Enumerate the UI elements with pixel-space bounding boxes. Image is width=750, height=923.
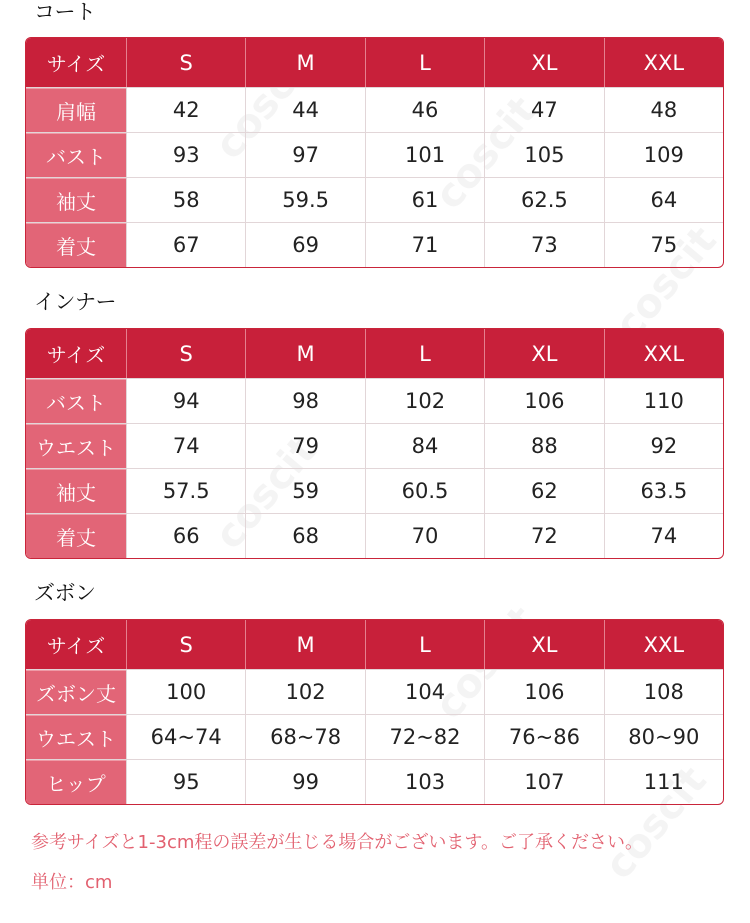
table-cell: 106 xyxy=(484,670,603,714)
table-cell: 74 xyxy=(126,424,245,468)
table-row xyxy=(26,132,723,177)
table-cell: 72 xyxy=(484,514,603,558)
table-cell: 84 xyxy=(365,424,484,468)
row-label: 袖丈 xyxy=(26,178,126,222)
table-cell: 100 xyxy=(126,670,245,714)
header-cell-size: サイズ xyxy=(46,634,106,658)
table-cell: 68 xyxy=(245,514,364,558)
table-cell: 61 xyxy=(365,178,484,222)
header-cell-xxl: XXL xyxy=(604,38,723,87)
table-row xyxy=(26,759,723,804)
row-label: バスト xyxy=(26,133,126,177)
table-cell: 42 xyxy=(126,88,245,132)
table-cell: 73 xyxy=(484,223,603,267)
table-cell: 68~78 xyxy=(245,715,364,759)
section-title-coat: コート xyxy=(34,0,96,24)
row-label: バスト xyxy=(26,379,126,423)
table-cell: 98 xyxy=(245,379,364,423)
size-table-inner xyxy=(25,328,724,559)
table-cell: 107 xyxy=(484,760,603,804)
table-cell: 97 xyxy=(245,133,364,177)
table-header-row xyxy=(26,38,723,87)
header-cell-s: S xyxy=(126,620,245,669)
row-label: 着丈 xyxy=(26,223,126,267)
table-cell: 74 xyxy=(604,514,723,558)
table-cell: 44 xyxy=(245,88,364,132)
table-row xyxy=(26,714,723,759)
table-cell: 72~82 xyxy=(365,715,484,759)
header-cell-s: S xyxy=(126,38,245,87)
header-cell-xxl: XXL xyxy=(604,620,723,669)
header-cell-l: L xyxy=(365,38,484,87)
table-row xyxy=(26,468,723,513)
table-cell: 109 xyxy=(604,133,723,177)
table-cell: 111 xyxy=(604,760,723,804)
header-cell-size: サイズ xyxy=(46,52,106,76)
row-label: 袖丈 xyxy=(26,469,126,513)
table-cell: 47 xyxy=(484,88,603,132)
table-cell: 58 xyxy=(126,178,245,222)
row-label: ウエスト xyxy=(26,424,126,468)
size-table-pants xyxy=(25,619,724,805)
table-cell: 66 xyxy=(126,514,245,558)
header-cell-xl: XL xyxy=(484,620,603,669)
table-cell: 67 xyxy=(126,223,245,267)
header-cell-xxl: XXL xyxy=(604,329,723,378)
table-cell: 88 xyxy=(484,424,603,468)
table-cell: 101 xyxy=(365,133,484,177)
header-cell-m: M xyxy=(245,38,364,87)
table-header-row xyxy=(26,329,723,378)
header-cell-l: L xyxy=(365,329,484,378)
row-label: ズボン丈 xyxy=(26,670,126,714)
header-cell-size: サイズ xyxy=(46,343,106,367)
table-cell: 46 xyxy=(365,88,484,132)
row-label: 肩幅 xyxy=(26,88,126,132)
row-label: ウエスト xyxy=(26,715,126,759)
table-header-row xyxy=(26,620,723,669)
table-cell: 75 xyxy=(604,223,723,267)
table-cell: 69 xyxy=(245,223,364,267)
table-row xyxy=(26,222,723,267)
table-cell: 93 xyxy=(126,133,245,177)
table-cell: 110 xyxy=(604,379,723,423)
table-cell: 59 xyxy=(245,469,364,513)
table-cell: 59.5 xyxy=(245,178,364,222)
table-cell: 99 xyxy=(245,760,364,804)
table-cell: 79 xyxy=(245,424,364,468)
table-cell: 63.5 xyxy=(604,469,723,513)
table-row xyxy=(26,513,723,558)
table-cell: 102 xyxy=(365,379,484,423)
table-cell: 76~86 xyxy=(484,715,603,759)
header-cell-xl: XL xyxy=(484,38,603,87)
table-cell: 71 xyxy=(365,223,484,267)
header-cell-s: S xyxy=(126,329,245,378)
table-cell: 106 xyxy=(484,379,603,423)
table-cell: 103 xyxy=(365,760,484,804)
section-title-pants: ズボン xyxy=(34,581,96,605)
table-cell: 104 xyxy=(365,670,484,714)
row-label: ヒップ xyxy=(26,760,126,804)
header-cell-l: L xyxy=(365,620,484,669)
table-cell: 92 xyxy=(604,424,723,468)
table-cell: 60.5 xyxy=(365,469,484,513)
table-cell: 94 xyxy=(126,379,245,423)
table-cell: 48 xyxy=(604,88,723,132)
table-cell: 105 xyxy=(484,133,603,177)
tolerance-note: 参考サイズと1-3cm程の誤差が生じる場合がございます。ご了承ください。 xyxy=(31,832,643,853)
table-cell: 64 xyxy=(604,178,723,222)
header-cell-m: M xyxy=(245,329,364,378)
header-cell-m: M xyxy=(245,620,364,669)
table-cell: 108 xyxy=(604,670,723,714)
size-table-coat xyxy=(25,37,724,268)
table-cell: 64~74 xyxy=(126,715,245,759)
table-row xyxy=(26,423,723,468)
table-row xyxy=(26,87,723,132)
table-row xyxy=(26,177,723,222)
table-cell: 95 xyxy=(126,760,245,804)
unit-note: 単位：cm xyxy=(31,872,113,893)
section-title-inner: インナー xyxy=(34,290,116,314)
table-row xyxy=(26,378,723,423)
header-cell-xl: XL xyxy=(484,329,603,378)
row-label: 着丈 xyxy=(26,514,126,558)
table-cell: 80~90 xyxy=(604,715,723,759)
table-cell: 62 xyxy=(484,469,603,513)
table-row xyxy=(26,669,723,714)
table-cell: 70 xyxy=(365,514,484,558)
table-cell: 62.5 xyxy=(484,178,603,222)
table-cell: 57.5 xyxy=(126,469,245,513)
table-cell: 102 xyxy=(245,670,364,714)
